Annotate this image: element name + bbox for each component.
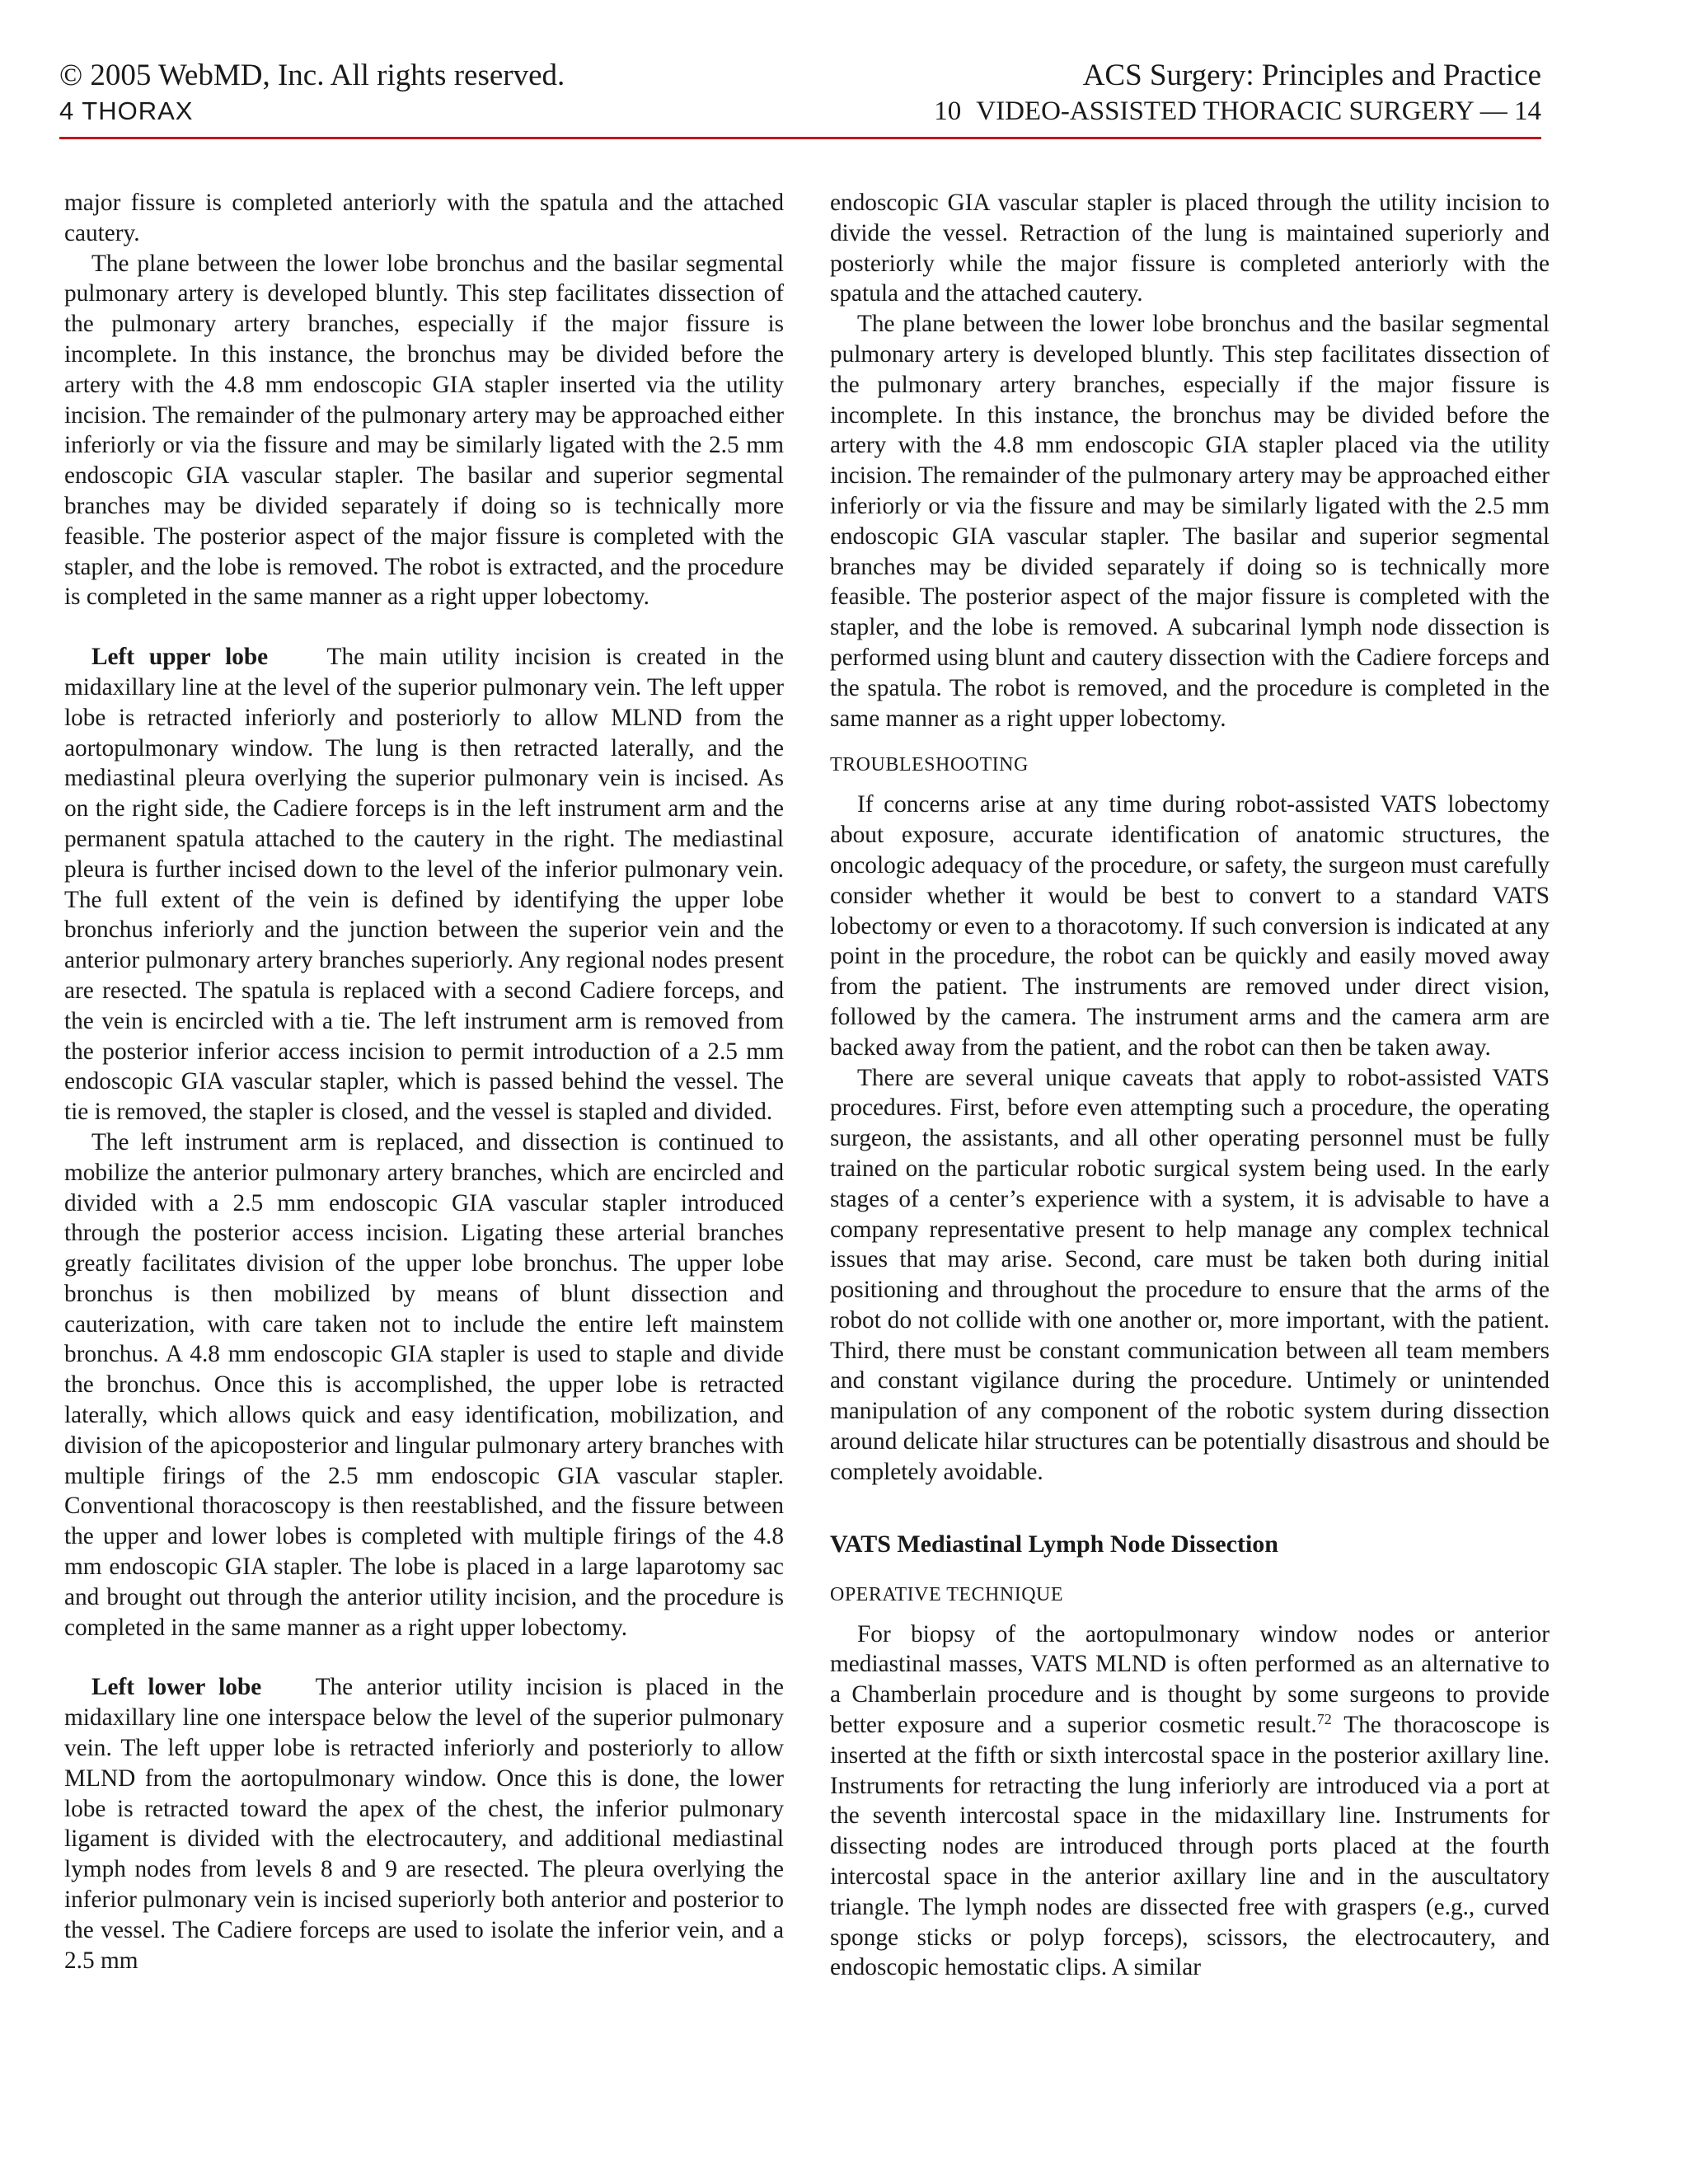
section-heading: VATS Mediastinal Lymph Node Dissection [830, 1530, 1278, 1558]
paragraph: major fissure is completed anteriorly with the spatula and the attached cautery. [64, 190, 784, 246]
left-upper-lobe-paragraph [64, 642, 784, 1127]
paragraph-text: The main utility incision is created in the midaxillary line at the level of the superior pulmonary vein. The left upper lobe is retracted inferiorly and posteriorly to allow MLND from the aortopulmonary window. The lung is then retracted laterally, and the mediastinal pleura overlying the superior pulmonary vein is incised. As on the right side, the Cadiere forceps is in the left instrument arm and the permanent spatula attached to the cautery in the right. The mediastinal pleura is further incised down to the level of the inferior pulmonary vein. The full extent of the vein is defined by identifying the upper lobe bronchus inferiorly and the junction between the superior vein and the anterior pulmonary artery branches superiorly. Any regional nodes present are resected. The spatula is replaced with a second Cadiere forceps, and the vein is encircled with a tie. The left instrument arm is removed from the posterior inferior access incision to permit introduction of a 2.5 mm endoscopic GIA vascular stapler, which is passed behind the vessel. The tie is removed, the stapler is closed, and the vessel is stapled and divided. [64, 644, 784, 1126]
right-column [830, 188, 1550, 1983]
chapter-title: VIDEO-ASSISTED THORACIC SURGERY — 14 [976, 96, 1541, 126]
chapter-line [934, 94, 1541, 129]
header-rule [59, 137, 1541, 139]
paragraph-text: For biopsy of the aortopulmonary window nodes or anterior mediastinal masses, VATS MLND is often performed as an alternative to a Chamberlain procedure and is thought by some surgeons to provide better exposure and a superior cosmetic result. [830, 1620, 1550, 1739]
book-title: ACS Surgery: Principles and Practice [1082, 59, 1541, 92]
reference-marker[interactable]: 72 [1316, 1711, 1332, 1728]
subheading-operative-technique: OPERATIVE TECHNIQUE [830, 1583, 1064, 1605]
paragraph: The plane between the lower lobe bronchus and the basilar segmental pulmonary artery is developed bluntly. This step facilitates dissection of the pulmonary artery branches, especially if the major fissure is incomplete. In this instance, the bronchus may be divided before the artery with the 4.8 mm endoscopic GIA stapler inserted via the utility incision. The remainder of the pulmonary artery may be approached either inferiorly or via the fissure and may be similarly ligated with the 2.5 mm endoscopic GIA vascular stapler. The basilar and superior segmental branches may be divided separately if doing so is technically more feasible. The posterior aspect of the major fissure is completed with the stapler, and the lobe is removed. The robot is extracted, and the procedure is completed in the same manner as a right upper lobectomy. [64, 250, 784, 611]
left-column [64, 188, 784, 1975]
page-header-right [934, 58, 1541, 129]
section-label: 4 THORAX [59, 96, 194, 125]
page-header-left [59, 58, 565, 129]
chapter-number: 10 [934, 96, 962, 126]
paragraph [830, 1619, 1550, 1984]
paragraph: The plane between the lower lobe bronchus and the basilar segmental pulmonary artery is developed bluntly. This step facilitates dissection of the pulmonary artery branches, especially if the major fissure is incomplete. In this instance, the bronchus may be divided before the artery with the 4.8 mm endoscopic GIA stapler placed via the utility incision. The remainder of the pulmonary artery may be approached either inferiorly or via the fissure and may be similarly ligated with the 2.5 mm endoscopic GIA vascular stapler. The basilar and superior segmental branches may be divided separately if doing so is technically more feasible. The posterior aspect of the major fissure is completed with the stapler, and the lobe is removed. A subcarinal lymph node dissection is performed using blunt and cautery dissection with the Cadiere forceps and the spatula. The robot is removed, and the procedure is completed in the same manner as a right upper lobectomy. [830, 311, 1550, 732]
run-in-heading: Left lower lobe [91, 1674, 262, 1701]
run-in-heading: Left upper lobe [91, 644, 269, 671]
paragraph-text: The anterior utility incision is placed in the midaxillary line one interspace below the level of the superior pulmonary vein. The left upper lobe is retracted inferiorly and posteriorly to allow MLND from the aortopulmonary window. Once this is done, the lower lobe is retracted toward the apex of the chest, the inferior pulmonary ligament is divided with the electrocautery, and additional mediastinal lymph nodes from levels 8 and 9 are resected. The pleura overlying the inferior pulmonary vein is incised superiorly both anterior and posterior to the vessel. The Cadiere forceps are used to isolate the inferior vein, and a 2.5 mm [64, 1674, 784, 1974]
subheading-troubleshooting: TROUBLESHOOTING [830, 754, 1029, 776]
paragraph: There are several unique caveats that apply to robot-assisted VATS procedures. First, before even attempting such a procedure, the operating surgeon, the assistants, and all other operating personnel must be fully trained on the particular robotic surgical system being used. In the early stages of a center’s experience with a system, it is advisable to have a company representative present to help manage any complex technical issues that may arise. Second, care must be taken both during initial positioning and throughout the procedure to ensure that the arms of the robot do not collide with one another or, more important, with the patient. Third, there must be constant communication between all team members and constant vigilance during the procedure. Untimely or unintended manipulation of any component of the robotic system during dissection around delicate hilar structures can be potentially disastrous and should be completely avoidable. [830, 1064, 1550, 1485]
paragraph: If concerns arise at any time during robot-assisted VATS lobectomy about exposure, accurate identification of anatomic structures, the oncologic adequacy of the procedure, or safety, the surgeon must carefully consider whether it would be best to convert to a standard VATS lobectomy or even to a thoracotomy. If such conversion is indicated at any point in the procedure, the robot can be quickly and easily moved away from the patient. The instruments are removed under direct vision, followed by the camera. The instrument arms and the camera arm are backed away from the patient, and the robot can then be taken away. [830, 791, 1550, 1061]
paragraph: endoscopic GIA vascular stapler is placed through the utility incision to divide the vessel. Retraction of the lung is maintained superiorly and posteriorly while the major fissure is completed anteriorly with the spatula and the attached cautery. [830, 190, 1550, 307]
copyright-notice: © 2005 WebMD, Inc. All rights reserved. [59, 59, 565, 92]
left-lower-lobe-paragraph [64, 1672, 784, 1975]
paragraph-text: The thoracoscope is inserted at the fifth or sixth intercostal space in the posterior axillary line. Instruments for retracting the lung inferiorly are introduced via a port at the seventh intercostal space in the midaxillary line. Instruments for dissecting nodes are introduced through ports placed at the fourth intercostal space in the anterior axillary line and in the auscultatory triangle. The lymph nodes are dissected free with graspers (e.g., curved sponge sticks or polyp forceps), scissors, the electrocautery, and endoscopic hemostatic clips. A similar [830, 1712, 1550, 1981]
paragraph: The left instrument arm is replaced, and dissection is continued to mobilize the anterior pulmonary artery branches, which are encircled and divided with a 2.5 mm endoscopic GIA vascular stapler introduced through the posterior access incision. Ligating these arterial branches greatly facilitates division of the upper lobe bronchus. The upper lobe bronchus is then mobilized by means of blunt dissection and cauterization, with care taken not to include the entire left mainstem bronchus. A 4.8 mm endoscopic GIA stapler is used to staple and divide the bronchus. Once this is accomplished, the upper lobe is retracted laterally, which allows quick and easy identification, mobilization, and division of the apicoposterior and lingular pulmonary artery branches with multiple firings of the 2.5 mm endoscopic GIA vascular stapler. Conventional thoracoscopy is then reestablished, and the fissure between the upper and lower lobes is completed with multiple firings of the 4.8 mm endoscopic GIA stapler. The lobe is placed in a large laparotomy sac and brought out through the anterior utility incision, and the procedure is completed in the same manner as a right upper lobectomy. [64, 1128, 784, 1641]
